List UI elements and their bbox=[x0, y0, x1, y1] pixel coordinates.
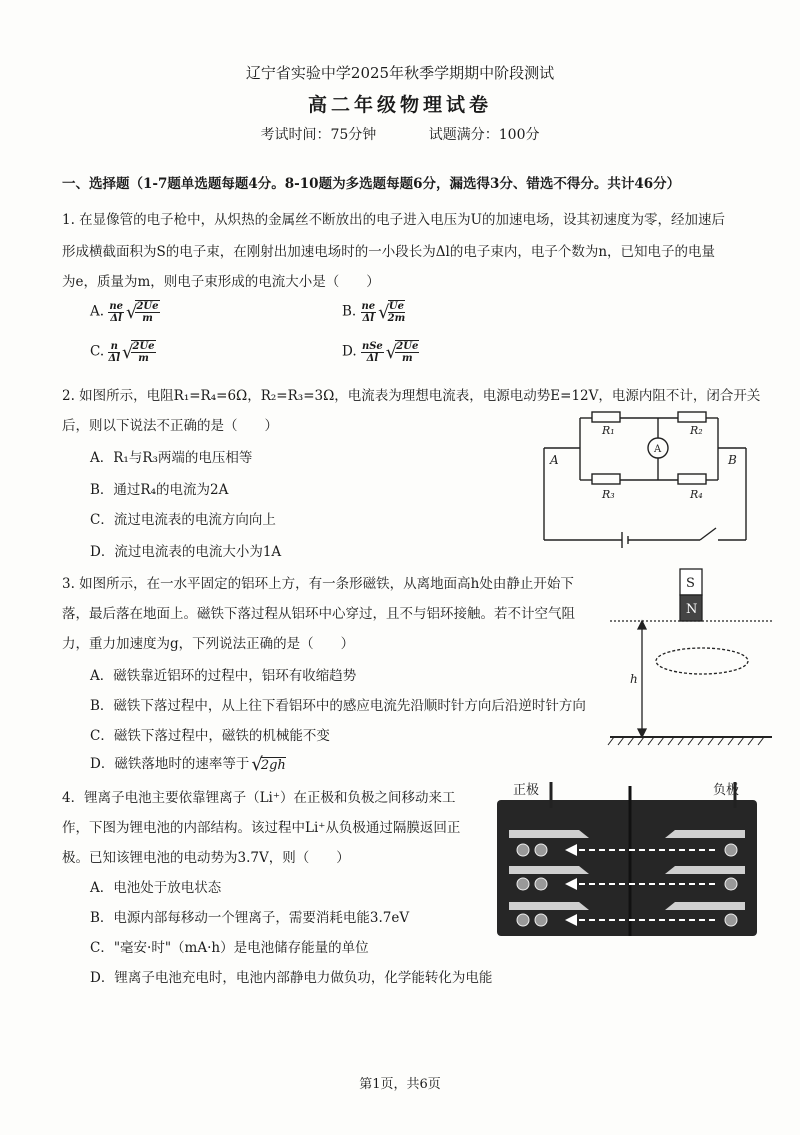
height-label: h bbox=[630, 672, 638, 686]
positive-label: 正极 bbox=[513, 783, 540, 798]
q1-option-a[interactable] bbox=[90, 300, 160, 324]
q4-option-c[interactable]: C．"毫安·时"（mA·h）是电池储存能量的单位 bbox=[90, 940, 369, 956]
page-number: 第1页，共6页 bbox=[359, 1077, 441, 1092]
negative-label: 负极 bbox=[713, 783, 740, 798]
q1-option-c[interactable] bbox=[90, 340, 156, 364]
denominator: m bbox=[138, 353, 149, 364]
q4-line3: 极。已知该锂电池的电动势为3.7V，则（ ） bbox=[62, 850, 350, 866]
school-title: 辽宁省实验中学2025年秋季学期期中阶段测试 bbox=[245, 64, 555, 82]
radicand bbox=[388, 300, 406, 324]
denominator: m bbox=[402, 353, 413, 364]
q3-line2: 落，最后落在地面上。磁铁下落过程从铝环中心穿过，且不与铝环接触。若不计空气阻 bbox=[62, 606, 575, 622]
q2-option-a[interactable]: A．R₁与R₃两端的电压相等 bbox=[90, 450, 253, 466]
magnet-ring-diagram bbox=[600, 565, 780, 750]
option-label: D. bbox=[342, 343, 357, 360]
label-r4: R₄ bbox=[690, 488, 703, 501]
option-label: A. bbox=[90, 303, 105, 320]
resistor-r4 bbox=[678, 474, 706, 484]
q4-line2: 作，下图为锂电池的内部结构。该过程中Li⁺从负极通过隔膜返回正 bbox=[62, 820, 461, 836]
numerator: n bbox=[108, 341, 120, 353]
sqrt-icon: √ bbox=[251, 754, 263, 775]
q1-option-d[interactable] bbox=[342, 340, 419, 364]
lithium-battery-diagram bbox=[495, 778, 760, 940]
fraction bbox=[108, 341, 120, 364]
paper-title: 高二年级物理试卷 bbox=[307, 94, 492, 116]
score-info: 试题满分：100分 bbox=[428, 127, 540, 143]
q1-line3: 为e，质量为m，则电子束形成的电流大小是（ ） bbox=[62, 274, 380, 290]
q1-line1: 1. 在显像管的电子枪中，从炽热的金属丝不断放出的电子进入电压为U的加速电场，设其初速度为零，经加速后 bbox=[62, 212, 726, 228]
denominator: Δl bbox=[362, 312, 375, 324]
label-r2: R₂ bbox=[690, 424, 703, 437]
q2-option-d[interactable]: D．流过电流表的电流大小为1A bbox=[90, 544, 282, 560]
aluminum-ring bbox=[656, 648, 748, 674]
resistor-r3 bbox=[592, 474, 620, 484]
radicand bbox=[131, 340, 155, 364]
sqrt-icon: √ bbox=[122, 341, 134, 363]
q4-line1: 4．锂离子电池主要依靠锂离子（Li⁺）在正极和负极之间移动来工 bbox=[62, 790, 456, 806]
q2-line1: 2. 如图所示，电阻R₁=R₄=6Ω，R₂=R₃=3Ω，电流表为理想电流表，电源电动势E=12V，电源内阻不计，闭合开关 bbox=[62, 388, 761, 404]
q3-option-c[interactable]: C．磁铁下落过程中，磁铁的机械能不变 bbox=[90, 728, 330, 744]
denominator: 2m bbox=[387, 313, 406, 324]
circuit-diagram bbox=[540, 400, 760, 550]
exam-info bbox=[0, 124, 800, 144]
label-r1: R₁ bbox=[602, 424, 615, 437]
q4-option-a[interactable]: A．电池处于放电状态 bbox=[90, 880, 222, 896]
sqrt-icon: √ bbox=[125, 301, 138, 323]
south-label: S bbox=[686, 576, 695, 591]
q1-line2: 形成横截面积为S的电子束，在刚射出加速电场时的一小段长为Δl的电子束内，电子个数为n，已知电子的电量 bbox=[62, 244, 716, 260]
q2-line2: 后，则以下说法不正确的是（ ） bbox=[62, 418, 278, 434]
numerator: 2Ue bbox=[396, 341, 419, 352]
radicand: 2gh bbox=[260, 757, 286, 773]
time-info: 考试时间：75分钟 bbox=[260, 127, 377, 143]
section-heading: 一、选择题（1-7题单选题每题4分。8-10题为多选题每题6分，漏选得3分、错选不得分。共计46分） bbox=[62, 176, 681, 192]
radicand bbox=[395, 340, 419, 364]
node-b-label: B bbox=[728, 453, 737, 467]
north-label: N bbox=[686, 602, 698, 617]
q2-option-c[interactable]: C．流过电流表的电流方向向上 bbox=[90, 512, 276, 528]
radicand bbox=[135, 300, 159, 324]
q2-option-b[interactable]: B．通过R₄的电流为2A bbox=[90, 482, 229, 498]
resistor-r1 bbox=[592, 412, 620, 422]
numerator: Ue bbox=[388, 301, 404, 312]
resistor-r2 bbox=[678, 412, 706, 422]
numerator: 2Ue bbox=[132, 341, 155, 352]
fraction bbox=[361, 301, 377, 324]
node-a-label: A bbox=[550, 453, 559, 467]
numerator: ne bbox=[361, 300, 376, 312]
denominator: Δl bbox=[366, 352, 379, 364]
label-r3: R₃ bbox=[602, 488, 615, 501]
denominator: m bbox=[142, 313, 153, 324]
q4-option-d[interactable]: D．锂离子电池充电时，电池内部静电力做负功，化学能转化为电能 bbox=[90, 970, 493, 986]
q3-option-b[interactable]: B．磁铁下落过程中，从上往下看铝环中的感应电流先沿顺时针方向后沿逆时针方向 bbox=[90, 698, 586, 714]
fraction bbox=[108, 301, 124, 324]
fraction bbox=[361, 341, 384, 364]
denominator: Δl bbox=[110, 312, 122, 324]
option-label: C. bbox=[90, 343, 105, 360]
q1-option-b[interactable] bbox=[342, 300, 405, 324]
numerator: 2Ue bbox=[136, 301, 159, 312]
q3-line3: 力，重力加速度为g，下列说法正确的是（ ） bbox=[62, 636, 355, 652]
denominator: Δl bbox=[108, 352, 120, 364]
q4-option-b[interactable]: B．电源内部每移动一个锂离子，需要消耗电能3.7eV bbox=[90, 910, 410, 926]
q3-option-a[interactable]: A．磁铁靠近铝环的过程中，铝环有收缩趋势 bbox=[90, 668, 357, 684]
option-label: B. bbox=[342, 303, 357, 320]
option-text: D．磁铁落地时的速率等于 bbox=[90, 756, 250, 772]
numerator: ne bbox=[109, 300, 123, 312]
sqrt-icon: √ bbox=[378, 301, 390, 323]
sqrt-icon: √ bbox=[385, 341, 398, 363]
q3-line1: 3. 如图所示，在一水平固定的铝环上方，有一条形磁铁，从离地面高h处由静止开始下 bbox=[62, 576, 574, 592]
switch-icon bbox=[700, 528, 716, 540]
ammeter-label: A bbox=[654, 444, 662, 455]
q3-option-d[interactable] bbox=[90, 752, 286, 775]
numerator: nSe bbox=[361, 340, 383, 352]
